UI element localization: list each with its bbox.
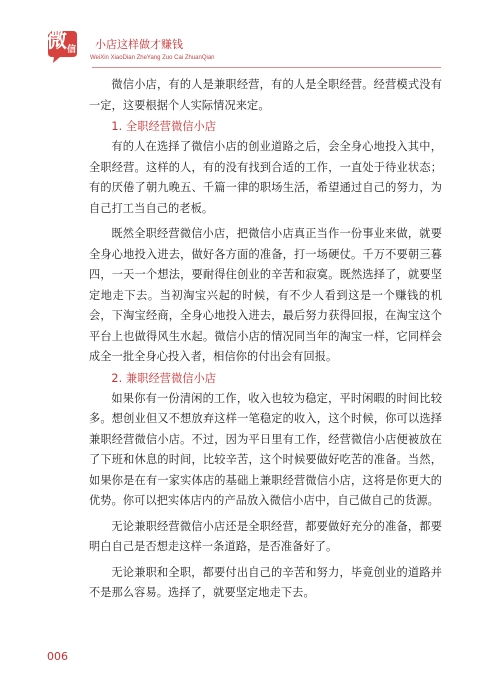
logo-character-xin: 信 <box>67 45 77 55</box>
book-title: 小店这样做才赚钱 <box>95 38 183 51</box>
parttime-paragraph-3: 无论兼职和全职，都要付出自己的辛苦和努力，毕竟创业的道路并不是那么容易。选择了，就要坚定地走下去。 <box>89 565 442 599</box>
section-heading-parttime: 2. 兼职经营微信小店 <box>111 371 217 385</box>
book-title-pinyin: WeiXin XiaoDian ZheYang Zuo Cai ZhuanQian <box>90 55 215 61</box>
page-header <box>0 0 500 62</box>
header-divider <box>92 67 441 68</box>
logo-character-wei: 微 <box>46 28 67 52</box>
fulltime-paragraph-2: 既然全职经营微信小店，把微信小店真正当作一份事业来做，就要全身心地投入进去，做好各方面的准备，打一场硬仗。千万不要朝三暮四，一天一个想法，要耐得住创业的辛苦和寂寞。既然选择了，就要坚定地走下去。当初淘宝兴起的时候，有不少人看到这是一个赚钱的机会，下淘宝经商，全身心地投入进去，最后努力获得回报，在淘宝这个平台上也做得风生水起。微信小店的情况同当年的淘宝一样，它同样会成全一批全身心投入者，相信你的付出会有回报。 <box>89 227 442 363</box>
parttime-paragraph-2: 无论兼职经营微信小店还是全职经营，都要做好充分的准备，都要明白自己是否想走这样一条道路，是否准备好了。 <box>89 519 442 553</box>
page-body <box>89 75 442 604</box>
page-number: 006 <box>47 650 68 663</box>
intro-paragraph: 微信小店，有的人是兼职经营，有的人是全职经营。经营模式没有一定，这要根据个人实际情况来定。 <box>89 78 442 112</box>
parttime-paragraph-1: 如果你有一份清闲的工作，收入也较为稳定，平时闲暇的时间比较多。想创业但又不想放弃这样一笔稳定的收入，这个时候，你可以选择兼职经营微信小店。不过，因为平日里有工作，经营微信小店便被放在了下班和休息的时间，比较辛苦，这个时候要做好吃苦的准备。当然，如果你是在有一家实体店的基础上兼职经营微信小店，这将是你更大的优势。你可以把实体店内的产品放入微信小店中，自己做自己的货源。 <box>89 391 442 507</box>
fulltime-paragraph-1: 有的人在选择了微信小店的创业道路之后，会全身心地投入其中，全职经营。这样的人，有的没有找到合适的工作，一直处于待业状态；有的厌倦了朝九晚五、千篇一律的职场生活，希望通过自己的努力，为自己打工当自己的老板。 <box>89 140 442 215</box>
section-heading-fulltime: 1. 全职经营微信小店 <box>111 120 217 133</box>
